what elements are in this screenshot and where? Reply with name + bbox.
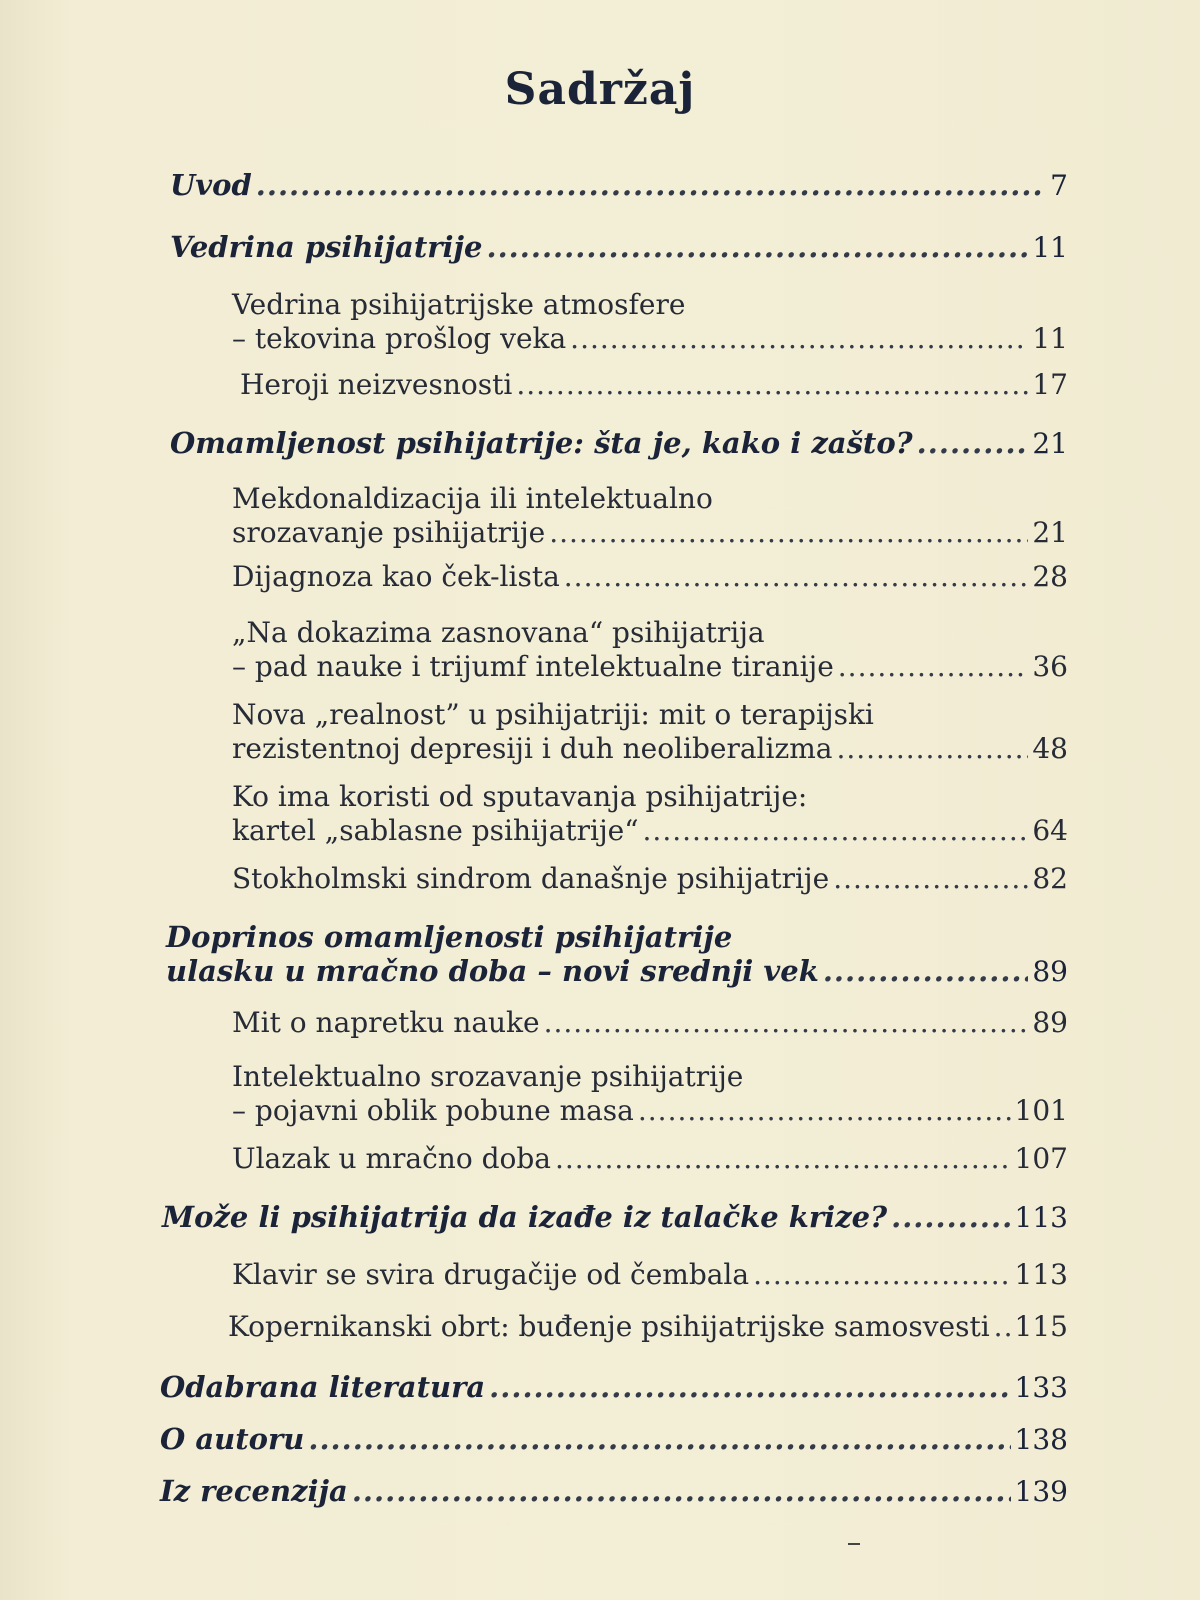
toc-page-number: 133 xyxy=(1014,1371,1068,1404)
toc-page-number: 21 xyxy=(1032,427,1068,460)
toc-entry-title: kartel „sablasne psihijatrije“ xyxy=(232,814,639,847)
toc-entry-title: ulasku u mračno doba – novi srednji vek xyxy=(166,954,819,988)
toc-entry xyxy=(232,288,1068,356)
toc-page-number: 101 xyxy=(1014,1094,1068,1127)
toc-entry-line xyxy=(160,1474,1068,1508)
toc-page-number: 113 xyxy=(1014,1258,1068,1291)
toc-entry-title: Omamljenost psihijatrije: šta je, kako i zašto? xyxy=(170,426,913,460)
dot-leader xyxy=(823,954,1029,988)
toc-page-number: 139 xyxy=(1014,1475,1068,1508)
toc-entry-line xyxy=(232,560,1068,594)
toc-entry xyxy=(232,1142,1068,1176)
toc-entry xyxy=(160,1370,1068,1404)
toc-page-number: 17 xyxy=(1032,368,1068,401)
toc-entry xyxy=(160,1474,1068,1508)
toc-entry xyxy=(232,1006,1068,1040)
toc-entry-title: Kopernikanski obrt: buđenje psihijatrijske samosvesti xyxy=(228,1310,990,1343)
toc-entry-title: Heroji neizvesnosti xyxy=(240,368,513,401)
toc-entry-line xyxy=(232,322,1068,356)
toc-entry-title: Dijagnoza kao ček-lista xyxy=(232,560,560,593)
toc-entry-title: Klavir se svira drugačije od čembala xyxy=(232,1258,750,1291)
toc-entry-line xyxy=(160,1422,1068,1456)
toc-entry-title-line: „Na dokazima zasnovana“ psihijatrija xyxy=(232,616,765,649)
toc-entry-line xyxy=(232,1006,1068,1040)
toc-entry-title: Vedrina psihijatrije xyxy=(170,230,483,264)
dot-leader xyxy=(486,230,1028,264)
toc-page-number: 21 xyxy=(1032,516,1068,549)
toc-entry-title: rezistentnoj depresiji i duh neoliberalizma xyxy=(232,732,833,765)
toc-entry-line xyxy=(170,230,1068,264)
dot-leader xyxy=(753,1258,1010,1292)
toc-page-number: 28 xyxy=(1032,560,1068,593)
toc-entry xyxy=(232,1258,1068,1292)
dot-leader xyxy=(489,1370,1010,1404)
toc-entry xyxy=(232,780,1068,848)
toc-entry xyxy=(232,862,1068,896)
toc-entry-title-line: Vedrina psihijatrijske atmosfere xyxy=(232,288,686,321)
toc-entry-title-line: Ko ima koristi od sputavanja psihijatrije: xyxy=(232,780,808,813)
toc-page-number: 138 xyxy=(1014,1423,1068,1456)
toc-page-number: 48 xyxy=(1032,732,1068,765)
toc-page-number: 82 xyxy=(1032,862,1068,895)
dot-leader xyxy=(838,650,1029,684)
toc-entry-line xyxy=(232,516,1068,550)
toc-page-number: 89 xyxy=(1032,1006,1068,1039)
toc-entry-title: Mit o napretku nauke xyxy=(232,1006,540,1039)
toc-entry-title: Iz recenzija xyxy=(160,1474,348,1508)
toc-entry xyxy=(170,230,1068,264)
toc-entry xyxy=(240,368,1068,402)
page-footer-mark xyxy=(848,1543,860,1545)
toc-page-number: 89 xyxy=(1032,955,1068,988)
toc-entry-title: Ulazak u mračno doba xyxy=(232,1142,551,1175)
toc-entry xyxy=(232,1060,1068,1128)
toc-page-number: 107 xyxy=(1014,1142,1068,1175)
toc-entry xyxy=(160,1422,1068,1456)
toc-entry-title: Može li psihijatrija da izađe iz talačke krize? xyxy=(162,1200,888,1234)
toc-entry-title-line: Intelektualno srozavanje psihijatrije xyxy=(232,1060,744,1093)
toc-page-number: 115 xyxy=(1014,1310,1068,1343)
toc-page-number: 11 xyxy=(1032,322,1068,355)
dot-leader xyxy=(549,516,1028,550)
dot-leader xyxy=(994,1310,1011,1344)
toc-entry-line xyxy=(232,732,1068,766)
toc-entry-title: O autoru xyxy=(160,1422,305,1456)
dot-leader xyxy=(256,168,1046,202)
dot-leader xyxy=(836,732,1028,766)
toc-entry-title: srozavanje psihijatrije xyxy=(232,516,546,549)
toc-entry-line xyxy=(162,1200,1068,1234)
toc-entry-title: – pojavni oblik pobune masa xyxy=(232,1094,634,1127)
dot-leader xyxy=(643,814,1029,848)
toc-entry-line xyxy=(228,1310,1068,1344)
toc-entry-line xyxy=(240,368,1068,402)
toc-entry xyxy=(228,1310,1068,1344)
toc-entry-title: Odabrana literatura xyxy=(160,1370,486,1404)
toc-entry xyxy=(162,1200,1068,1234)
dot-leader xyxy=(638,1094,1011,1128)
toc-entry xyxy=(166,920,1068,988)
dot-leader xyxy=(833,862,1028,896)
toc-entry-line xyxy=(232,1142,1068,1176)
toc-page-number: 64 xyxy=(1032,814,1068,847)
toc-entry-title-line: Nova „realnost” u psihijatriji: mit o terapijski xyxy=(232,698,874,731)
toc-entry-title: – tekovina prošlog veka xyxy=(232,322,567,355)
dot-leader xyxy=(352,1474,1011,1508)
toc-entry xyxy=(170,426,1068,460)
toc-entry-line xyxy=(166,954,1068,988)
toc-entry-title: Stokholmski sindrom današnje psihijatrije xyxy=(232,862,830,895)
toc-entry-title-line: Doprinos omamljenosti psihijatrije xyxy=(166,920,733,954)
toc-entry-line xyxy=(232,814,1068,848)
toc-entry-title: – pad nauke i trijumf intelektualne tiranije xyxy=(232,650,834,683)
toc-entry-line xyxy=(160,1370,1068,1404)
toc-page-number: 7 xyxy=(1050,169,1068,202)
dot-leader xyxy=(555,1142,1011,1176)
dot-leader xyxy=(891,1200,1010,1234)
toc-entry xyxy=(232,698,1068,766)
dot-leader xyxy=(564,560,1029,594)
dot-leader xyxy=(917,426,1029,460)
toc-entry-title-line: Mekdonaldizacija ili intelektualno xyxy=(232,482,713,515)
toc-entry-line xyxy=(232,1258,1068,1292)
toc-entry-line xyxy=(232,1094,1068,1128)
toc-page-number: 11 xyxy=(1032,231,1068,264)
toc-entry-line xyxy=(170,426,1068,460)
dot-leader xyxy=(516,368,1028,402)
toc-entry-line xyxy=(170,168,1068,202)
toc-entry-line xyxy=(232,650,1068,684)
toc-entry xyxy=(170,168,1068,202)
page-title: Sadržaj xyxy=(504,64,696,115)
dot-leader xyxy=(544,1006,1029,1040)
toc-page-number: 36 xyxy=(1032,650,1068,683)
dot-leader xyxy=(308,1422,1010,1456)
toc-entry xyxy=(232,482,1068,550)
toc-page-number: 113 xyxy=(1014,1201,1068,1234)
toc-entry xyxy=(232,616,1068,684)
dot-leader xyxy=(570,322,1028,356)
toc-entry-title: Uvod xyxy=(170,168,252,202)
toc-entry xyxy=(232,560,1068,594)
toc-entry-line xyxy=(232,862,1068,896)
